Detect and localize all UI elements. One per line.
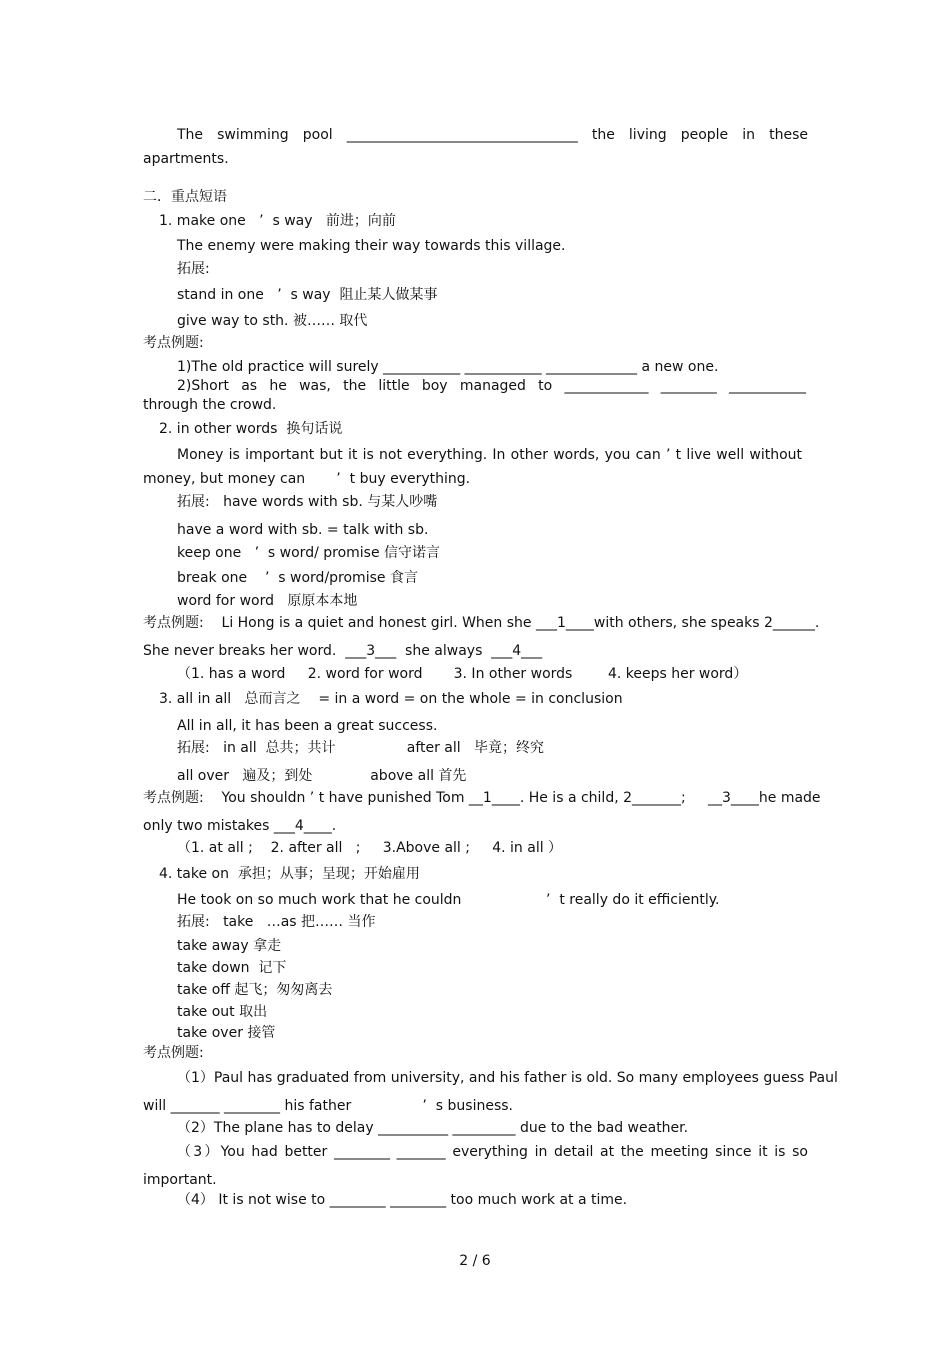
text-line: break one ’ s word/promise 食言	[177, 570, 418, 586]
exercise-item: （1）Paul has graduated from university, and his father is old. So many employees guess Paul	[177, 1070, 838, 1086]
exercise-item: （4） It is not wise to ________ ________ too much work at a time.	[177, 1192, 628, 1208]
extension-label: 拓展: in all 总共；共计 after all 毕竟；终究	[177, 740, 545, 756]
text-line: important.	[143, 1172, 217, 1188]
text-line: keep one ’ s word/ promise 信守诺言	[177, 545, 441, 561]
exercise-item: （3）You had better ________ _______ everything in detail at the meeting since it is so	[177, 1144, 808, 1160]
exercise-item: will _______ ________ his father ’ s business.	[143, 1098, 513, 1114]
text-line: take down 记下	[177, 960, 287, 976]
extension-label: 拓展: take …as 把…… 当作	[177, 914, 376, 930]
example-sentence: All in all, it has been a great success.	[177, 718, 438, 734]
text-line: have a word with sb. = talk with sb.	[177, 522, 429, 538]
answer-key: （1. has a word 2. word for word 3. In other words 4. keeps her word）	[177, 666, 748, 682]
text-line: give way to sth. 被…… 取代	[177, 313, 368, 329]
text-line: all over 遍及；到处 above all 首先	[177, 768, 467, 784]
exercise-item: She never breaks her word. ___3___ she always ___4___	[143, 643, 543, 659]
phrase-heading: 3. all in all 总而言之 = in a word = on the whole = in conclusion	[159, 691, 623, 707]
extension-label: 拓展: have words with sb. 与某人吵嘴	[177, 494, 438, 510]
text-line: through the crowd.	[143, 397, 277, 413]
text-line: take out 取出	[177, 1004, 268, 1020]
section-heading: 二．重点短语	[143, 189, 227, 205]
example-sentence: He took on so much work that he couldn ’ t really do it efficiently.	[177, 892, 720, 908]
extension-label: 拓展:	[177, 261, 210, 277]
exercise-label: 考点例题:	[143, 1045, 204, 1061]
text-line: take away 拿走	[177, 938, 282, 954]
phrase-heading: 1. make one ’ s way 前进；向前	[159, 213, 396, 229]
exercise-item: （2）The plane has to delay __________ _________ due to the bad weather.	[177, 1120, 689, 1136]
example-sentence: Money is important but it is not everything. In other words, you can ’ t live well without	[177, 447, 802, 463]
text-line: word for word 原原本本地	[177, 593, 358, 609]
exercise-label: 考点例题:	[143, 335, 204, 351]
answer-key: （1. at all ; 2. after all ; 3.Above all ; 4. in all ）	[177, 840, 563, 856]
exercise-item: 考点例题: Li Hong is a quiet and honest girl. When she ___1____with others, she speaks 2______.	[143, 615, 820, 631]
exercise-item: only two mistakes ___4____.	[143, 818, 337, 834]
phrase-heading: 2. in other words 换句话说	[159, 421, 343, 437]
exercise-item: 1)The old practice will surely ___________ ___________ _____________ a new one.	[177, 359, 719, 375]
exercise-item: 考点例题: You shouldn ’ t have punished Tom __1____. He is a child, 2_______; __3____he made	[143, 790, 821, 806]
example-sentence: The enemy were making their way towards this village.	[177, 238, 566, 254]
page-number: 2 / 6	[459, 1253, 491, 1269]
text-line: The swimming pool _________________________________ the living people in these	[177, 127, 808, 143]
exercise-item: 2)Short as he was, the little boy managed to ____________ ________ ___________	[177, 378, 806, 394]
text-line: money, but money can ’ t buy everything.	[143, 471, 471, 487]
text-line: take off 起飞；匆匆离去	[177, 982, 333, 998]
phrase-heading: 4. take on 承担；从事；呈现；开始雇用	[159, 866, 420, 882]
text-line: apartments.	[143, 151, 229, 167]
text-line: take over 接管	[177, 1025, 276, 1041]
text-line: stand in one ’ s way 阻止某人做某事	[177, 287, 438, 303]
